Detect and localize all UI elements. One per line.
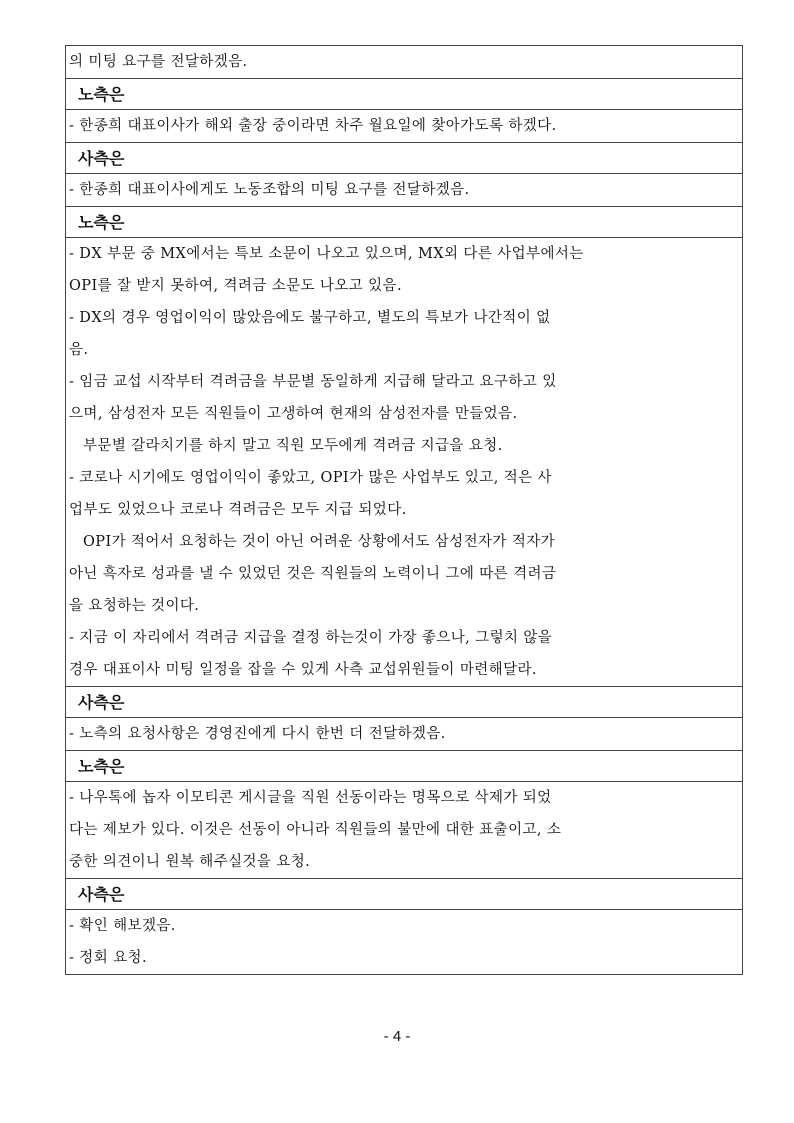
- statement-cell: [66, 173, 742, 206]
- statement-line: - 임금 교섭 시작부터 격려금을 부문별 동일하게 지급해 달라고 요구하고 있: [69, 374, 557, 390]
- statement-line: - 정회 요청.: [69, 950, 147, 966]
- statement-line: - DX의 경우 영업이익이 많았음에도 불구하고, 별도의 특보가 나간적이 없: [69, 310, 551, 326]
- page-number: - 4 -: [383, 1028, 411, 1045]
- statement-cell: [66, 781, 742, 878]
- statement-line: OPI가 적어서 요청하는 것이 아닌 어려운 상황에서도 삼성전자가 적자가: [83, 534, 556, 550]
- statement-line: 아닌 흑자로 성과를 낼 수 있었던 것은 직원들의 노력이니 그에 따른 격려금: [69, 566, 557, 582]
- statement-line: - 한종희 대표이사가 해외 출장 중이라면 차주 월요일에 찾아가도록 하겠다.: [69, 118, 557, 134]
- statement-cell: [66, 46, 742, 78]
- statement-line: - 확인 해보겠음.: [69, 918, 176, 934]
- speaker-heading: 사측은: [66, 142, 742, 173]
- statement-line: 으며, 삼성전자 모든 직원들이 고생하여 현재의 삼성전자를 만들었음.: [69, 406, 518, 422]
- statement-line: - 나우톡에 놉자 이모티콘 게시글을 직원 선동이라는 명목으로 삭제가 되었: [69, 790, 552, 806]
- statement-line: 업부도 있었으나 코로나 격려금은 모두 지급 되었다.: [69, 502, 407, 518]
- statement-cell: [66, 909, 742, 974]
- statement-cell: [66, 237, 742, 686]
- statement-line: 을 요청하는 것이다.: [69, 598, 200, 614]
- statement-line: 중한 의견이니 원복 해주실것을 요청.: [69, 854, 311, 870]
- statement-cell: [66, 717, 742, 750]
- statement-line: - 지금 이 자리에서 격려금 지급을 결정 하는것이 가장 좋으나, 그렇치 않을: [69, 630, 553, 646]
- statement-line: 음.: [69, 342, 89, 358]
- statement-cell: [66, 109, 742, 142]
- speaker-heading: 사측은: [66, 878, 742, 909]
- statement-line: - 코로나 시기에도 영업이익이 좋았고, OPI가 많은 사업부도 있고, 적은 사: [69, 470, 552, 486]
- statement-line: 의 미팅 요구를 전달하겠음.: [69, 54, 248, 70]
- speaker-heading: 노측은: [66, 206, 742, 237]
- statement-line: 부문별 갈라치기를 하지 말고 직원 모두에게 격려금 지급을 요청.: [83, 438, 503, 454]
- statement-line: - DX 부문 중 MX에서는 특보 소문이 나오고 있으며, MX외 다른 사업부에서는: [69, 246, 584, 262]
- statement-line: 경우 대표이사 미팅 일정을 잡을 수 있게 사측 교섭위원들이 마련해달라.: [69, 662, 537, 678]
- minutes-table: [65, 45, 743, 975]
- statement-line: - 노측의 요청사항은 경영진에게 다시 한번 더 전달하겠음.: [69, 726, 446, 742]
- speaker-heading: 노측은: [66, 78, 742, 109]
- statement-line: 다는 제보가 있다. 이것은 선동이 아니라 직원들의 불만에 대한 표출이고, 소: [69, 822, 562, 838]
- statement-line: - 한종희 대표이사에게도 노동조합의 미팅 요구를 전달하겠음.: [69, 182, 470, 198]
- speaker-heading: 노측은: [66, 750, 742, 781]
- speaker-heading: 사측은: [66, 686, 742, 717]
- statement-line: OPI를 잘 받지 못하여, 격려금 소문도 나오고 있음.: [69, 278, 402, 294]
